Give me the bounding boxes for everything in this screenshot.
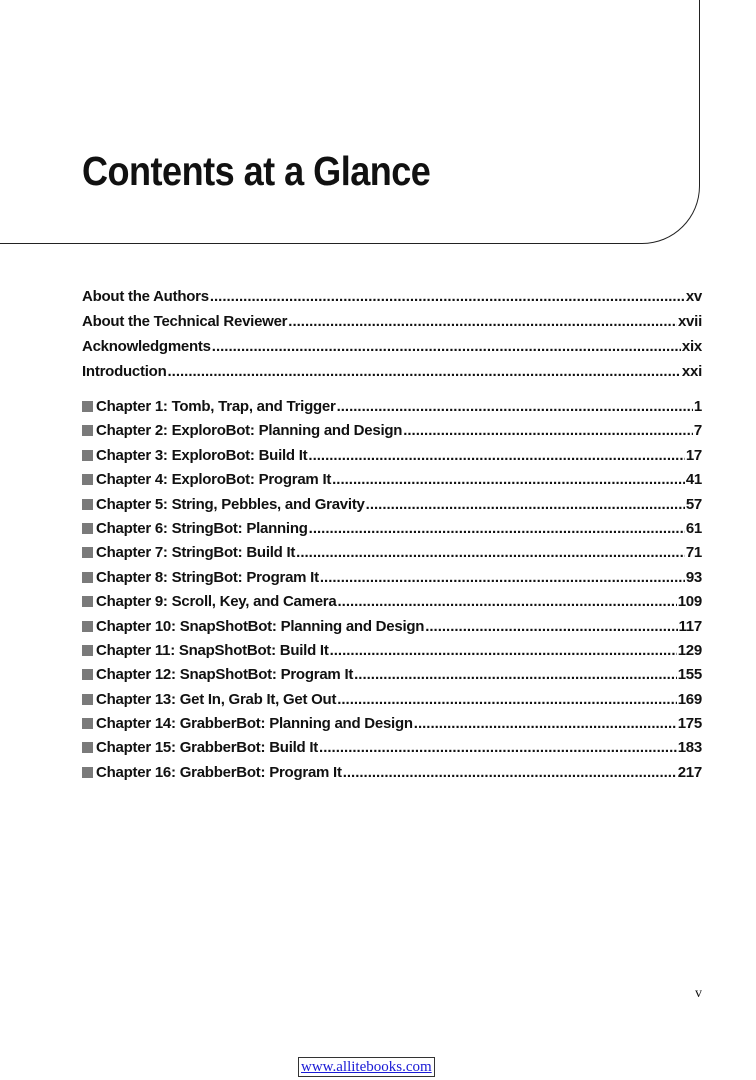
toc-entry-page: 17 (685, 446, 702, 464)
toc-entry-title: About the Technical Reviewer (82, 313, 288, 330)
square-bullet-icon (82, 425, 93, 436)
toc-entry-title: Chapter 15: GrabberBot: Build It (96, 739, 319, 757)
dot-leader (337, 593, 676, 610)
toc-entry-page: 71 (685, 544, 702, 562)
toc-chapter-entry[interactable] (82, 471, 702, 495)
dot-leader (212, 338, 681, 355)
toc-entry-label (82, 338, 211, 355)
dot-leader (330, 642, 677, 659)
toc-entry-title: Chapter 3: ExploroBot: Build It (96, 446, 308, 464)
dot-leader (320, 569, 685, 586)
square-bullet-icon (82, 499, 93, 510)
toc-entry-title: Chapter 2: ExploroBot: Planning and Design (96, 422, 403, 440)
toc-chapter-entry[interactable] (82, 666, 702, 690)
toc-chapter-entry[interactable] (82, 496, 702, 520)
dot-leader (296, 544, 685, 561)
square-bullet-icon (82, 474, 93, 485)
square-bullet-icon (82, 767, 93, 778)
toc-entry-label (82, 398, 336, 415)
toc-entry-label (82, 422, 402, 439)
dot-leader (288, 313, 677, 330)
square-bullet-icon (82, 401, 93, 412)
square-bullet-icon (82, 596, 93, 607)
watermark-link[interactable]: www.allitebooks.com (298, 1057, 435, 1077)
toc-entry-label (82, 618, 424, 635)
dot-leader (354, 666, 677, 683)
toc-entry-label (82, 691, 336, 708)
toc-chapter-entry[interactable] (82, 618, 702, 642)
toc-entry-page: xvii (677, 313, 702, 330)
toc-entry-page: 129 (677, 641, 702, 659)
square-bullet-icon (82, 645, 93, 656)
toc-entry-page: xxi (681, 363, 702, 380)
toc-entry-page: 109 (677, 593, 702, 611)
dot-leader (343, 764, 677, 781)
toc-entry-title: About the Authors (82, 288, 209, 305)
toc-chapter-entry[interactable] (82, 520, 702, 544)
toc-entry-title: Chapter 11: SnapShotBot: Build It (96, 641, 329, 659)
toc-entry-title: Chapter 10: SnapShotBot: Planning and Design (96, 617, 425, 635)
toc-entry-label (82, 288, 209, 305)
toc-chapter-entry[interactable] (82, 422, 702, 446)
toc-entry-label (82, 739, 318, 756)
toc-front-entry[interactable] (82, 288, 702, 313)
toc-entry-page: 61 (685, 519, 702, 537)
toc-entry-title: Chapter 4: ExploroBot: Program It (96, 471, 332, 489)
dot-leader (210, 288, 685, 305)
toc-entry-label (82, 544, 295, 561)
dot-leader (167, 363, 680, 380)
toc-entry-label (82, 447, 307, 464)
dot-leader (337, 398, 693, 415)
toc-entry-label (82, 569, 319, 586)
page-number: v (695, 986, 702, 1001)
toc-entry-title: Chapter 9: Scroll, Key, and Camera (96, 593, 337, 611)
toc-entry-title: Chapter 12: SnapShotBot: Program It (96, 666, 354, 684)
toc-chapter-entry[interactable] (82, 569, 702, 593)
square-bullet-icon (82, 621, 93, 632)
dot-leader (337, 691, 677, 708)
toc-entry-title: Chapter 13: Get In, Grab It, Get Out (96, 690, 337, 708)
toc-entry-label (82, 642, 329, 659)
toc-chapter-entry[interactable] (82, 715, 702, 739)
toc-entry-label (82, 363, 166, 380)
toc-entry-page: xix (681, 338, 702, 355)
toc-entry-label (82, 496, 365, 513)
toc-entry-page: 217 (677, 763, 702, 781)
toc-chapter-entry[interactable] (82, 764, 702, 788)
toc-chapter-entry[interactable] (82, 398, 702, 422)
dot-leader (425, 618, 677, 635)
toc-entry-label (82, 715, 413, 732)
toc-chapter-entry[interactable] (82, 739, 702, 763)
table-of-contents (82, 288, 702, 788)
toc-front-entry[interactable] (82, 363, 702, 388)
toc-entry-page: 57 (685, 495, 702, 513)
toc-chapter-entry[interactable] (82, 544, 702, 568)
dot-leader (366, 496, 685, 513)
toc-chapter-entry[interactable] (82, 447, 702, 471)
toc-chapter-entry[interactable] (82, 642, 702, 666)
square-bullet-icon (82, 718, 93, 729)
toc-entry-title: Chapter 5: String, Pebbles, and Gravity (96, 495, 365, 513)
square-bullet-icon (82, 694, 93, 705)
toc-entry-title: Chapter 1: Tomb, Trap, and Trigger (96, 398, 336, 415)
toc-entry-page: 1 (693, 398, 702, 415)
toc-entry-title: Chapter 16: GrabberBot: Program It (96, 763, 342, 781)
toc-entry-title: Chapter 7: StringBot: Build It (96, 544, 296, 562)
toc-chapter-entry[interactable] (82, 691, 702, 715)
toc-entry-title: Chapter 8: StringBot: Program It (96, 568, 319, 586)
front-matter-list (82, 288, 702, 388)
toc-entry-page: 7 (693, 422, 702, 440)
toc-front-entry[interactable] (82, 338, 702, 363)
toc-entry-label (82, 471, 331, 488)
toc-entry-label (82, 520, 308, 537)
toc-entry-page: xv (685, 288, 702, 305)
dot-leader (403, 422, 693, 439)
toc-entry-page: 169 (677, 690, 702, 708)
toc-entry-page: 117 (678, 617, 702, 635)
toc-chapter-entry[interactable] (82, 593, 702, 617)
dot-leader (309, 520, 685, 537)
toc-entry-page: 155 (677, 666, 702, 684)
dot-leader (414, 715, 677, 732)
toc-entry-title: Acknowledgments (82, 338, 211, 355)
square-bullet-icon (82, 742, 93, 753)
toc-entry-label (82, 666, 353, 683)
toc-entry-label (82, 764, 342, 781)
toc-entry-page: 41 (685, 471, 702, 489)
chapter-list (82, 398, 702, 788)
corner-frame (0, 0, 700, 244)
toc-entry-page: 93 (685, 568, 702, 586)
square-bullet-icon (82, 547, 93, 558)
toc-entry-page: 183 (677, 739, 702, 757)
square-bullet-icon (82, 572, 93, 583)
dot-leader (319, 739, 677, 756)
toc-entry-title: Introduction (82, 363, 167, 380)
dot-leader (308, 447, 684, 464)
square-bullet-icon (82, 669, 93, 680)
toc-entry-label (82, 593, 336, 610)
toc-entry-label (82, 313, 287, 330)
toc-entry-title: Chapter 6: StringBot: Planning (96, 519, 308, 537)
page-title: Contents at a Glance (82, 148, 431, 194)
square-bullet-icon (82, 450, 93, 461)
square-bullet-icon (82, 523, 93, 534)
dot-leader (332, 471, 685, 488)
toc-entry-title: Chapter 14: GrabberBot: Planning and Design (96, 715, 413, 733)
toc-entry-page: 175 (677, 715, 702, 733)
toc-front-entry[interactable] (82, 313, 702, 338)
